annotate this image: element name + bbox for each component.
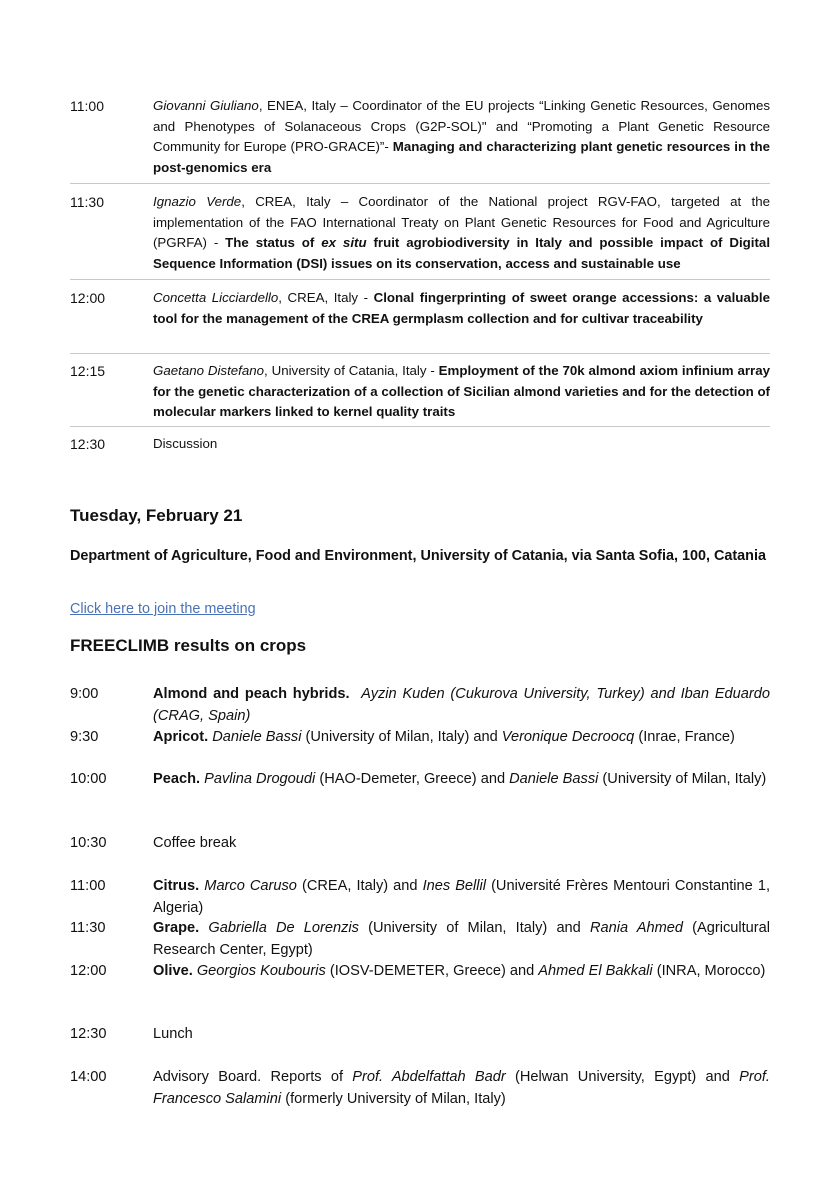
speaker-affiliation: (INRA, Morocco): [652, 963, 766, 979]
divider: [70, 353, 770, 354]
time-label: 12:30: [70, 1026, 107, 1042]
lunch-label: Lunch: [153, 1026, 193, 1042]
time-label: 11:30: [70, 920, 106, 936]
talk-description: [153, 961, 770, 983]
day-heading: Tuesday, February 21: [70, 506, 243, 525]
divider: [70, 426, 770, 427]
time-label: 9:00: [70, 686, 99, 702]
speaker-name: Concetta Licciardello: [153, 290, 279, 305]
speaker-affiliation: , ENEA, Italy – Coordinator of the EU projects “Linking Genetic Resources, Genomes and Phenotypes of Solanaceous Crops (G2P-SOL)" and “Promoting a Plant Genetic Resource Community for Europe (PRO-GRACE)”-: [153, 98, 770, 154]
talk-description: [153, 684, 770, 727]
talk-title: The status of ex situ fruit agrobiodiversity in Italy and possible impact of Digital Sequence Information (DSI) issues on its conservation, access and sustainable use: [153, 235, 771, 271]
time-label: 12:00: [70, 963, 107, 979]
time-label: 12:00: [70, 290, 106, 306]
crop-name: Peach.: [153, 771, 201, 787]
crop-name: Almond and peach hybrids.: [153, 686, 350, 702]
time-label: 11:00: [70, 878, 106, 894]
speaker-name: Ahmed El Bakkali: [538, 963, 653, 979]
time-label: 10:30: [70, 835, 107, 851]
discussion-label: Discussion: [153, 436, 218, 451]
time-label: 11:00: [70, 98, 104, 114]
speaker-name: Gabriella De Lorenzis: [208, 920, 359, 936]
talk-title: Employment of the 70k almond axiom infinium array for the genetic characterization of a collection of Sicilian almond varieties and for the detection of molecular markers linked to kernel quality traits: [153, 363, 770, 419]
join-meeting-link[interactable]: Click here to join the meeting: [70, 601, 256, 617]
speaker-name: Daniele Bassi: [212, 729, 302, 745]
speaker-affiliation: (Inrae, France): [634, 729, 735, 745]
talk-description: [153, 1067, 770, 1110]
speaker-affiliation: , CREA, Italy – Coordinator of the National project RGV-FAO, targeted at the implementation of the FAO International Treaty on Plant Genetic Resources for Food and Agriculture (PGRFA) -: [153, 194, 770, 250]
break-label: Coffee break: [153, 835, 237, 851]
time-label: 11:30: [70, 194, 104, 210]
crop-name: Grape.: [153, 920, 200, 936]
speaker-affiliation: (CREA, Italy) and: [296, 878, 423, 894]
item-title: Advisory Board. Reports of: [153, 1069, 353, 1085]
talk-description: [153, 918, 770, 961]
speaker-name: Rania Ahmed: [589, 920, 683, 936]
crop-name: Apricot.: [153, 729, 209, 745]
speaker-affiliation: (University of Milan, Italy): [598, 771, 767, 787]
time-label: 10:00: [70, 771, 107, 787]
speaker-name: Ignazio Verde: [153, 194, 242, 209]
speaker-names: Ayzin Kuden (Cukurova University, Turkey) and Iban Eduardo (CRAG, Spain): [153, 686, 770, 724]
speaker-affiliation: (formerly University of Milan, Italy): [281, 1090, 506, 1107]
speaker-name: Giovanni Giuliano: [153, 98, 259, 113]
speaker-affiliation: (Helwan University, Egypt) and: [505, 1069, 740, 1085]
time-label: 14:00: [70, 1069, 107, 1085]
talk-description: [153, 769, 770, 791]
speaker-affiliation: (Université Frères Mentouri Constantine 1, Algeria): [153, 878, 770, 916]
venue-address: Department of Agriculture, Food and Environment, University of Catania, via Santa Sofia, 100, Catania: [70, 548, 766, 564]
crop-name: Olive.: [153, 963, 193, 979]
crop-name: Citrus.: [153, 878, 200, 894]
talk-description: [153, 361, 770, 423]
speaker-name: Veronique Decroocq: [501, 729, 635, 745]
speaker-name: Prof. Francesco Salamini: [153, 1069, 770, 1107]
speaker-affiliation: , CREA, Italy -: [278, 290, 374, 305]
speaker-name: Ines Bellil: [422, 878, 487, 894]
speaker-affiliation: (HAO-Demeter, Greece) and: [315, 771, 510, 787]
talk-title: Clonal fingerprinting of sweet orange accessions: a valuable tool for the management of the CREA germplasm collection and for cultivar traceability: [153, 290, 770, 326]
speaker-affiliation: , University of Catania, Italy -: [264, 363, 439, 378]
talk-title: Managing and characterizing plant genetic resources in the post-genomics era: [153, 139, 771, 175]
talk-description: [153, 288, 770, 329]
speaker-name: Daniele Bassi: [509, 771, 599, 787]
speaker-affiliation: (IOSV-DEMETER, Greece) and: [325, 963, 539, 979]
section-heading: FREECLIMB results on crops: [70, 636, 307, 655]
divider: [70, 183, 770, 184]
speaker-affiliation: (University of Milan, Italy) and: [358, 920, 590, 936]
talk-description: [153, 96, 770, 178]
speaker-name: Prof. Abdelfattah Badr: [352, 1069, 506, 1085]
divider: [70, 279, 770, 280]
speaker-name: Pavlina Drogoudi: [204, 771, 316, 787]
talk-description: [153, 727, 770, 749]
speaker-name: Georgios Koubouris: [196, 963, 326, 979]
time-label: 12:30: [70, 436, 106, 452]
talk-description: [153, 192, 770, 274]
talk-description: [153, 876, 770, 919]
speaker-name: Gaetano Distefano: [153, 363, 265, 378]
speaker-name: Marco Caruso: [204, 878, 297, 894]
talk-title-italic: ex situ: [321, 235, 367, 250]
speaker-affiliation: (University of Milan, Italy) and: [301, 729, 502, 745]
time-label: 12:15: [70, 363, 106, 379]
time-label: 9:30: [70, 729, 99, 745]
speaker-affiliation: (Agricultural Research Center, Egypt): [153, 920, 770, 958]
